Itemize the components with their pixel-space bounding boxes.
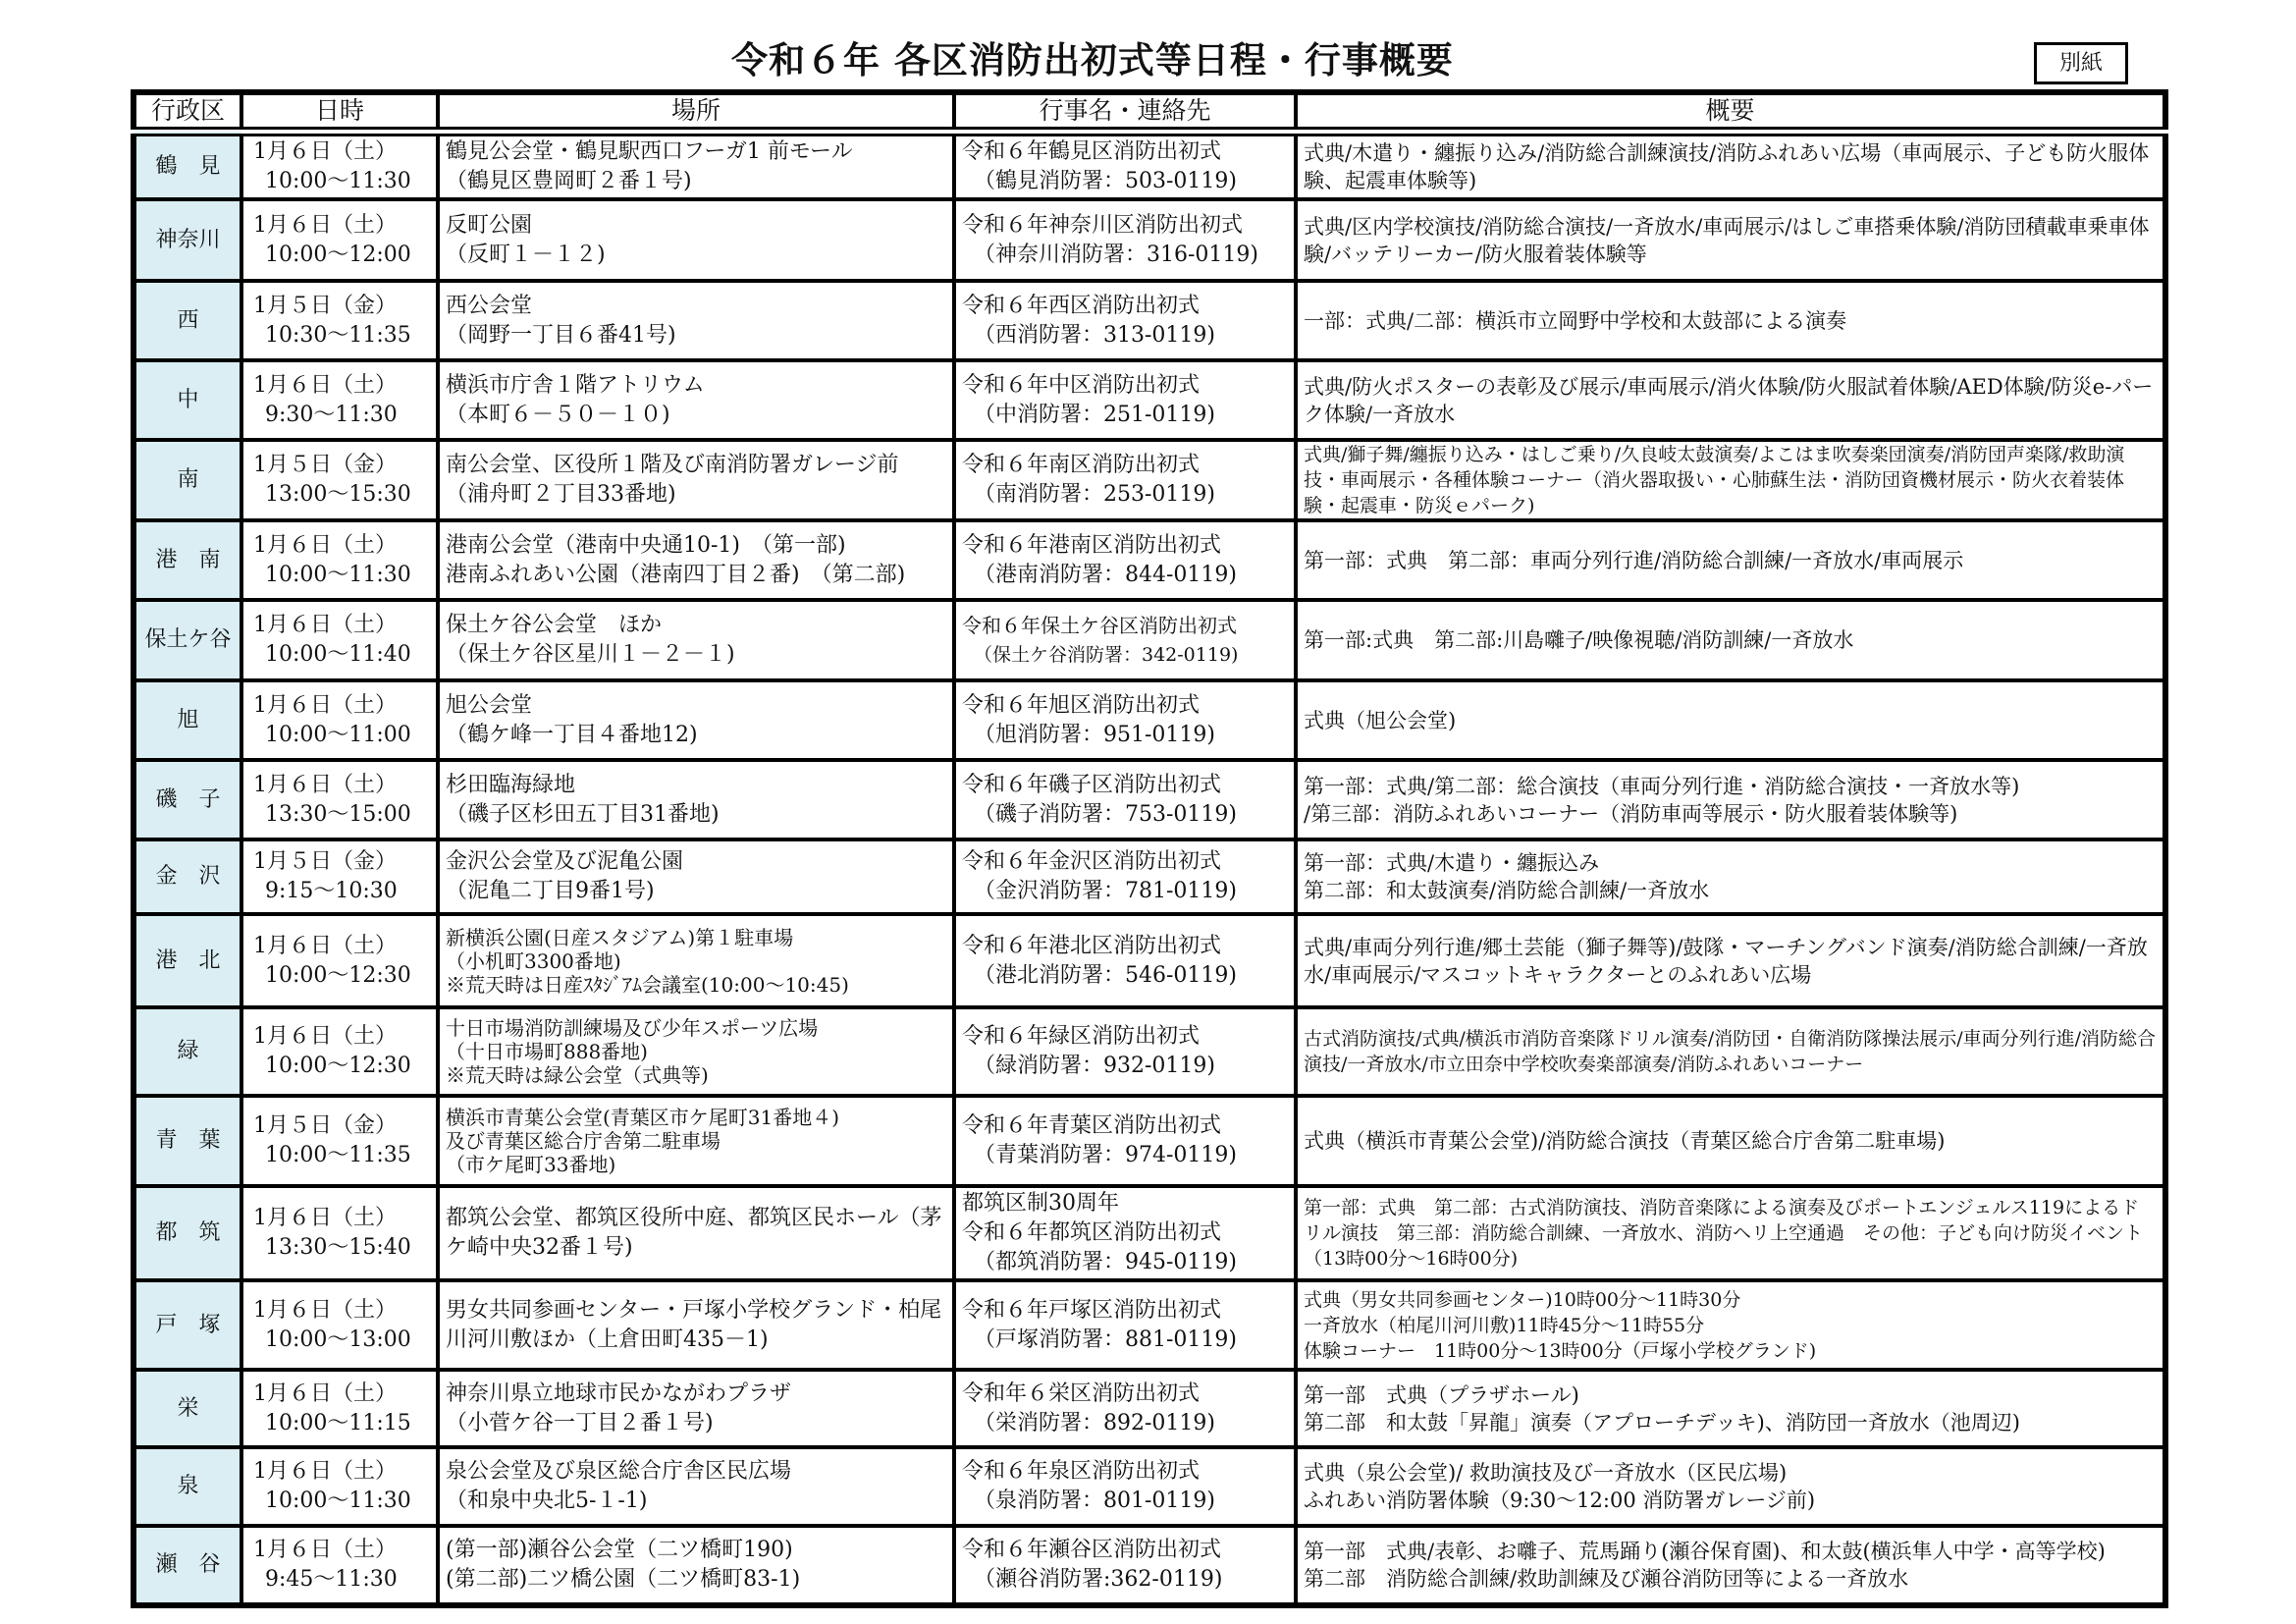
place-line: 西公会堂 (446, 293, 533, 318)
place-cell (438, 199, 954, 281)
place-cell (438, 1096, 954, 1186)
datetime-cell (241, 680, 438, 760)
summary-cell (1296, 281, 2165, 360)
event-cell (954, 360, 1296, 440)
place-cell (438, 1186, 954, 1280)
event-cell (954, 1280, 1296, 1370)
datetime-cell (241, 839, 438, 914)
event-date: 1月５日（金） (253, 1113, 397, 1138)
place-cell (438, 360, 954, 440)
table-row (133, 680, 2165, 760)
place-line: （小菅ケ谷一丁目２番１号) (446, 1410, 714, 1435)
event-cell (954, 1096, 1296, 1186)
event-contact: （中消防署：251-0119) (974, 402, 1215, 427)
summary-line: 古式消防演技/式典/横浜市消防音楽隊ドリル演奏/消防団・自衛消防隊操法展示/車両分列行進/消防総合演技/一斉放水/市立田奈中学校吹奏楽部演奏/消防ふれあいコーナー (1304, 1028, 2157, 1075)
summary-line: 第一部：式典 第二部：車両分列行進/消防総合訓練/一斉放水/車両展示 (1304, 548, 1964, 572)
table-row (133, 914, 2165, 1007)
ward-cell: 泉 (133, 1447, 241, 1526)
event-time: 10:00～11:30 (265, 1489, 411, 1513)
event-name: 令和６年磯子区消防出初式 (962, 772, 1222, 797)
ward-cell: 南 (133, 440, 241, 520)
place-cell (438, 1280, 954, 1370)
place-line: ※荒天時は緑公会堂（式典等) (446, 1063, 709, 1087)
place-line: (第二部)二ツ橋公園（二ツ橋町83-1) (446, 1567, 801, 1592)
table-row (133, 1096, 2165, 1186)
place-cell (438, 281, 954, 360)
ward-cell: 保土ケ谷 (133, 600, 241, 680)
datetime-cell (241, 1526, 438, 1605)
summary-line: 第一部：式典/木遣り・纏振込み (1304, 851, 1600, 875)
place-cell (438, 440, 954, 520)
place-cell (438, 1447, 954, 1526)
event-time: 9:15～10:30 (265, 879, 398, 903)
place-cell (438, 520, 954, 600)
event-date: 1月５日（金） (253, 849, 397, 874)
event-cell (954, 440, 1296, 520)
table-row (133, 839, 2165, 914)
summary-cell (1296, 680, 2165, 760)
event-time: 9:30～11:30 (265, 402, 398, 427)
event-name: 令和６年瀬谷区消防出初式 (962, 1538, 1222, 1562)
table-row (133, 132, 2165, 199)
event-contact: （磯子消防署：753-0119) (974, 801, 1237, 827)
place-line: （泥亀二丁目9番1号) (446, 879, 655, 903)
place-line: 泉公会堂及び泉区総合庁舎区民広場 (446, 1459, 792, 1484)
summary-line: 式典（男女共同参画センター)10時00分～11時30分 (1304, 1288, 1741, 1311)
summary-line: 一部：式典/二部：横浜市立岡野中学校和太鼓部による演奏 (1304, 308, 1847, 333)
ward-cell: 港 北 (133, 914, 241, 1007)
place-cell (438, 1370, 954, 1447)
event-date: 1月５日（金） (253, 453, 397, 477)
summary-cell (1296, 1280, 2165, 1370)
ward-cell: 青 葉 (133, 1096, 241, 1186)
table-row (133, 1186, 2165, 1280)
table-row (133, 1370, 2165, 1447)
event-contact: （都筑消防署：945-0119) (974, 1250, 1237, 1274)
place-line: 南公会堂、区役所１階及び南消防署ガレージ前 (446, 453, 899, 477)
place-line: 旭公会堂 (446, 692, 533, 718)
table-row (133, 1526, 2165, 1605)
event-contact: （青葉消防署：974-0119) (974, 1143, 1237, 1167)
datetime-cell (241, 1370, 438, 1447)
place-line: 神奈川県立地球市民かながわプラザ (446, 1380, 792, 1406)
ward-cell: 瀬 谷 (133, 1526, 241, 1605)
summary-line: 第一部 式典/表彰、お囃子、荒馬踊り(瀬谷保育園)、和太鼓(横浜隼人中学・高等学校) (1304, 1540, 2106, 1563)
event-prefix: 都筑区制30周年 (962, 1191, 1119, 1216)
place-line: 鶴見公会堂・鶴見駅西口フーガ1 前モール (446, 139, 853, 164)
event-contact: （戸塚消防署：881-0119) (974, 1326, 1237, 1352)
page-title: 令和６年 各区消防出初式等日程・行事概要 (731, 39, 1454, 81)
place-cell (438, 600, 954, 680)
place-line: （反町１－１２) (446, 242, 606, 267)
ward-cell: 神奈川 (133, 199, 241, 281)
event-contact: （栄消防署：892-0119) (974, 1410, 1215, 1435)
datetime-cell (241, 1186, 438, 1280)
event-name: 令和６年港南区消防出初式 (962, 532, 1222, 558)
schedule-table (131, 89, 2168, 1608)
event-contact: （旭消防署：951-0119) (974, 722, 1215, 747)
summary-line: 体験コーナー 11時00分～13時00分（戸塚小学校グランド) (1304, 1339, 1817, 1362)
event-date: 1月６日（土） (253, 1459, 397, 1484)
datetime-cell (241, 914, 438, 1007)
place-line: （鶴ケ峰一丁目４番地12) (446, 722, 698, 747)
event-name: 令和６年港北区消防出初式 (962, 933, 1222, 958)
event-cell (954, 839, 1296, 914)
summary-line: 第二部 消防総合訓練/救助訓練及び瀬谷消防団等による一斉放水 (1304, 1567, 1909, 1591)
place-line: （十日市場町888番地) (446, 1040, 648, 1063)
event-contact: （保土ケ谷消防署：342-0119) (974, 644, 1239, 666)
datetime-cell (241, 132, 438, 199)
summary-line: 式典/木遣り・纏振り込み/消防総合訓練演技/消防ふれあい広場（車両展示、子ども防火服体験、起震車体験等) (1304, 141, 2150, 192)
place-cell (438, 680, 954, 760)
datetime-cell (241, 1007, 438, 1096)
event-time: 10:00～11:35 (265, 1143, 411, 1167)
place-line: 新横浜公園(日産スタジアム)第１駐車場 (446, 925, 794, 949)
event-time: 10:00～11:40 (265, 642, 411, 667)
place-line: 横浜市庁舎１階アトリウム (446, 372, 705, 398)
event-contact: （神奈川消防署：316-0119) (974, 242, 1258, 267)
event-cell (954, 600, 1296, 680)
event-time: 13:30～15:40 (265, 1235, 411, 1260)
table-row (133, 440, 2165, 520)
place-cell (438, 760, 954, 839)
ward-cell: 都 筑 (133, 1186, 241, 1280)
place-line: 及び青葉区総合庁舎第二駐車場 (446, 1129, 721, 1153)
place-line: （和泉中央北5-１-1) (446, 1489, 648, 1513)
place-line: （市ケ尾町33番地) (446, 1153, 616, 1176)
event-time: 9:45～11:30 (265, 1567, 398, 1592)
datetime-cell (241, 520, 438, 600)
table-row (133, 600, 2165, 680)
place-cell (438, 839, 954, 914)
event-time: 10:00～11:00 (265, 722, 411, 747)
summary-line: ふれあい消防署体験（9:30～12:00 消防署ガレージ前) (1304, 1489, 1816, 1512)
place-cell (438, 1007, 954, 1096)
summary-line: 第一部：式典/第二部：総合演技（車両分列行進・消防総合演技・一斉放水等) (1304, 774, 2020, 798)
col-header-datetime: 日時 (241, 92, 438, 132)
event-name: 令和６年旭区消防出初式 (962, 692, 1201, 718)
event-time: 10:00～11:30 (265, 562, 411, 587)
summary-line: 式典/獅子舞/纏振り込み・はしご乗り/久良岐太鼓演奏/よこはま吹奏楽団演奏/消防団声楽隊/救助演技・車両展示・各種体験コーナー（消火器取扱い・心肺蘇生法・消防団資機材展示・防火衣着装体験・起震車・防災ｅパーク) (1304, 444, 2125, 516)
event-name: 令和６年青葉区消防出初式 (962, 1113, 1222, 1138)
datetime-cell (241, 760, 438, 839)
summary-cell (1296, 1526, 2165, 1605)
event-date: 1月６日（土） (253, 372, 397, 398)
event-contact: （金沢消防署：781-0119) (974, 879, 1237, 903)
event-date: 1月６日（土） (253, 1297, 397, 1323)
table-row (133, 199, 2165, 281)
event-name: 令和６年泉区消防出初式 (962, 1459, 1201, 1484)
place-line: 金沢公会堂及び泥亀公園 (446, 849, 684, 874)
place-line: ※荒天時は日産ｽﾀｼﾞｱﾑ会議室(10:00～10:45) (446, 972, 849, 997)
event-date: 1月６日（土） (253, 1206, 397, 1230)
col-header-summary: 概要 (1296, 92, 2165, 132)
event-cell (954, 1526, 1296, 1605)
summary-cell (1296, 600, 2165, 680)
datetime-cell (241, 1096, 438, 1186)
ward-cell: 西 (133, 281, 241, 360)
datetime-cell (241, 360, 438, 440)
event-date: 1月６日（土） (253, 1538, 397, 1562)
summary-cell (1296, 1096, 2165, 1186)
event-cell (954, 132, 1296, 199)
event-contact: （緑消防署：932-0119) (974, 1054, 1215, 1078)
event-date: 1月６日（土） (253, 772, 397, 797)
event-cell (954, 914, 1296, 1007)
summary-cell (1296, 132, 2165, 199)
place-line: 横浜市青葉公会堂(青葉区市ケ尾町31番地４) (446, 1106, 840, 1129)
ward-cell: 旭 (133, 680, 241, 760)
place-line: （浦舟町２丁目33番地) (446, 482, 676, 507)
table-row (133, 760, 2165, 839)
summary-cell (1296, 1186, 2165, 1280)
datetime-cell (241, 440, 438, 520)
summary-cell (1296, 199, 2165, 281)
place-line: （鶴見区豊岡町２番１号) (446, 169, 692, 193)
event-contact: （港南消防署：844-0119) (974, 562, 1237, 587)
table-row (133, 360, 2165, 440)
place-line: （磯子区杉田五丁目31番地) (446, 801, 720, 827)
place-line: 反町公園 (446, 212, 533, 238)
ward-cell: 栄 (133, 1370, 241, 1447)
place-cell (438, 914, 954, 1007)
place-line: 都筑公会堂、都筑区役所中庭、都筑区民ホール（茅ケ崎中央32番１号) (446, 1206, 942, 1260)
ward-cell: 緑 (133, 1007, 241, 1096)
summary-cell (1296, 1007, 2165, 1096)
summary-line: 第一部：式典 第二部：古式消防演技、消防音楽隊による演奏及びポートエンジェルス119によるドリル演技 第三部：消防総合訓練、一斉放水、消防ヘリ上空通過 その他：子ども向け防災イベント（13時00分～16時00分) (1304, 1197, 2144, 1270)
summary-line: 式典（横浜市青葉公会堂)/消防総合演技（青葉区総合庁舎第二駐車場) (1304, 1129, 1946, 1153)
event-time: 10:00～12:30 (265, 1054, 411, 1078)
event-name: 令和６年金沢区消防出初式 (962, 849, 1222, 874)
event-name: 令和６年戸塚区消防出初式 (962, 1297, 1222, 1323)
place-cell (438, 1526, 954, 1605)
datetime-cell (241, 600, 438, 680)
summary-cell (1296, 760, 2165, 839)
event-name: 令和６年鶴見区消防出初式 (962, 139, 1222, 164)
ward-cell: 中 (133, 360, 241, 440)
summary-line: 第二部 和太鼓「昇龍」演奏（アプローチデッキ)、消防団一斉放水（池周辺) (1304, 1410, 2020, 1435)
place-line: （本町６－５０－１０) (446, 402, 670, 427)
event-name: 令和６年神奈川区消防出初式 (962, 212, 1244, 238)
summary-cell (1296, 839, 2165, 914)
place-line: （岡野一丁目６番41号) (446, 322, 676, 348)
datetime-cell (241, 1280, 438, 1370)
event-cell (954, 1370, 1296, 1447)
event-cell (954, 680, 1296, 760)
summary-cell (1296, 914, 2165, 1007)
place-line: 十日市場消防訓練場及び少年スポーツ広場 (446, 1016, 819, 1040)
place-line: 港南公会堂（港南中央通10-1) （第一部) (446, 532, 846, 558)
event-cell (954, 1007, 1296, 1096)
place-cell (438, 132, 954, 199)
event-time: 10:00～13:00 (265, 1326, 411, 1352)
summary-line: 式典/車両分列行進/郷土芸能（獅子舞等)/鼓隊・マーチングバンド演奏/消防総合訓練/一斉放水/車両展示/マスコットキャラクターとのふれあい広場 (1304, 935, 2148, 987)
ward-cell: 金 沢 (133, 839, 241, 914)
event-date: 1月６日（土） (253, 532, 397, 558)
event-name: 令和６年西区消防出初式 (962, 293, 1201, 318)
summary-line: 第一部 式典（プラザホール) (1304, 1382, 1579, 1407)
header-row (133, 92, 2165, 132)
place-line: 杉田臨海緑地 (446, 772, 576, 797)
col-header-event: 行事名・連絡先 (954, 92, 1296, 132)
event-date: 1月６日（土） (253, 212, 397, 238)
event-cell (954, 1186, 1296, 1280)
event-contact: （西消防署：313-0119) (974, 322, 1215, 348)
event-cell (954, 199, 1296, 281)
event-contact: （鶴見消防署：503-0119) (974, 169, 1237, 193)
ward-cell: 磯 子 (133, 760, 241, 839)
event-date: 1月５日（金） (253, 293, 397, 318)
summary-cell (1296, 1370, 2165, 1447)
place-line: （小机町3300番地) (446, 948, 621, 973)
event-name: 令和６年緑区消防出初式 (962, 1024, 1201, 1049)
event-name: 令和６年中区消防出初式 (962, 372, 1201, 398)
event-time: 10:00～12:30 (265, 962, 411, 988)
ward-cell: 戸 塚 (133, 1280, 241, 1370)
event-contact: （南消防署：253-0119) (974, 482, 1215, 507)
event-time: 10:00～12:00 (265, 242, 411, 267)
summary-line: /第三部：消防ふれあいコーナー（消防車両等展示・防火服着装体験等) (1304, 801, 1958, 826)
event-name: 令和年６栄区消防出初式 (962, 1380, 1201, 1406)
summary-line: 一斉放水（柏尾川河川敷)11時45分～11時55分 (1304, 1314, 1705, 1336)
event-name: 令和６年都筑区消防出初式 (962, 1220, 1222, 1245)
event-cell (954, 1447, 1296, 1526)
table-row (133, 520, 2165, 600)
summary-line: 第二部：和太鼓演奏/消防総合訓練/一斉放水 (1304, 879, 1710, 902)
event-name: 令和６年南区消防出初式 (962, 453, 1201, 477)
datetime-cell (241, 1447, 438, 1526)
table-row (133, 1007, 2165, 1096)
summary-cell (1296, 1447, 2165, 1526)
event-contact: （港北消防署：546-0119) (974, 962, 1237, 988)
event-date: 1月６日（土） (253, 1380, 397, 1406)
event-date: 1月６日（土） (253, 692, 397, 718)
summary-cell (1296, 520, 2165, 600)
summary-cell (1296, 440, 2165, 520)
summary-cell (1296, 360, 2165, 440)
col-header-place: 場所 (438, 92, 954, 132)
table-row (133, 1280, 2165, 1370)
table-row (133, 281, 2165, 360)
event-cell (954, 760, 1296, 839)
summary-line: 第一部:式典 第二部:川島囃子/映像視聴/消防訓練/一斉放水 (1304, 628, 1854, 652)
event-contact: （泉消防署：801-0119) (974, 1489, 1215, 1513)
event-date: 1月６日（土） (253, 139, 397, 164)
table-row (133, 1447, 2165, 1526)
summary-line: 式典/区内学校演技/消防総合演技/一斉放水/車両展示/はしご車搭乗体験/消防団積載車乗車体験/バッテリーカー/防火服着装体験等 (1304, 214, 2150, 266)
event-name: 令和６年保土ケ谷区消防出初式 (962, 614, 1237, 637)
annex-label: 別紙 (2034, 42, 2128, 84)
summary-line: 式典（旭公会堂) (1304, 708, 1457, 732)
datetime-cell (241, 199, 438, 281)
event-cell (954, 520, 1296, 600)
place-line: 男女共同参画センター・戸塚小学校グランド・柏尾川河川敷ほか（上倉田町435－1) (446, 1297, 942, 1352)
event-contact: （瀬谷消防署:362-0119) (974, 1567, 1223, 1592)
ward-cell: 鶴 見 (133, 132, 241, 199)
datetime-cell (241, 281, 438, 360)
ward-cell: 港 南 (133, 520, 241, 600)
place-line: 保土ケ谷公会堂 ほか (446, 613, 663, 637)
place-line: (第一部)瀬谷公会堂（二ツ橋町190) (446, 1538, 793, 1562)
event-time: 13:00～15:30 (265, 482, 411, 507)
event-date: 1月６日（土） (253, 933, 397, 958)
event-time: 13:30～15:00 (265, 801, 411, 827)
place-line: 港南ふれあい公園（港南四丁目２番) （第二部) (446, 562, 906, 587)
event-time: 10:00～11:15 (265, 1410, 411, 1435)
summary-line: 式典/防火ポスターの表彰及び展示/車両展示/消火体験/防火服試着体験/AED体験/防災e-パーク体験/一斉放水 (1304, 374, 2154, 426)
event-cell (954, 281, 1296, 360)
col-header-ward: 行政区 (133, 92, 241, 132)
event-date: 1月６日（土） (253, 1024, 397, 1049)
event-date: 1月６日（土） (253, 613, 397, 637)
place-line: （保土ケ谷区星川１－２－１) (446, 642, 735, 667)
event-time: 10:00～11:30 (265, 169, 411, 193)
summary-line: 式典（泉公会堂)/ 救助演技及び一斉放水（区民広場) (1304, 1461, 1788, 1485)
event-time: 10:30～11:35 (265, 322, 411, 348)
